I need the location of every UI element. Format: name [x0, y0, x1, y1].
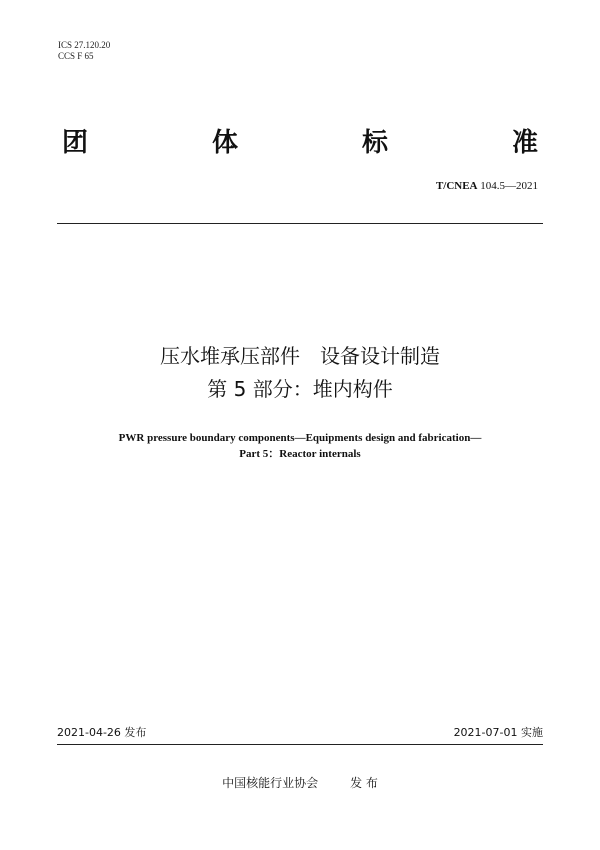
ics-code: ICS 27.120.20 — [58, 40, 111, 50]
standard-number — [436, 180, 538, 192]
standard-type-char: 准 — [511, 128, 538, 158]
header-divider — [57, 223, 543, 224]
standard-type-heading — [62, 122, 538, 162]
ccs-code: CCS F 65 — [58, 51, 94, 61]
title-cn-line1: 压水堆承压部件 设备设计制造 — [160, 344, 440, 368]
publisher-name: 中国核能行业协会 — [222, 776, 319, 790]
classification-codes — [58, 40, 110, 62]
implementation-date: 2021-07-01 实施 — [453, 726, 543, 739]
issue-date: 2021-04-26 发布 — [57, 726, 147, 739]
footer-divider — [57, 744, 543, 745]
standard-type-char: 标 — [361, 128, 388, 158]
standard-number-prefix: T/CNEA — [435, 180, 478, 192]
publisher-action: 发 布 — [350, 776, 378, 790]
title-cn-line2: 第 5 部分：堆内构件 — [207, 377, 393, 401]
standard-type-char: 体 — [211, 128, 238, 158]
standard-number-value: 104.5—2021 — [480, 180, 538, 192]
title-en-line2: Part 5：Reactor internals — [239, 448, 361, 460]
standard-type-char: 团 — [62, 128, 89, 158]
title-en-line1: PWR pressure boundary components—Equipments design and fabrication— — [118, 432, 482, 444]
publisher-line — [0, 774, 600, 791]
